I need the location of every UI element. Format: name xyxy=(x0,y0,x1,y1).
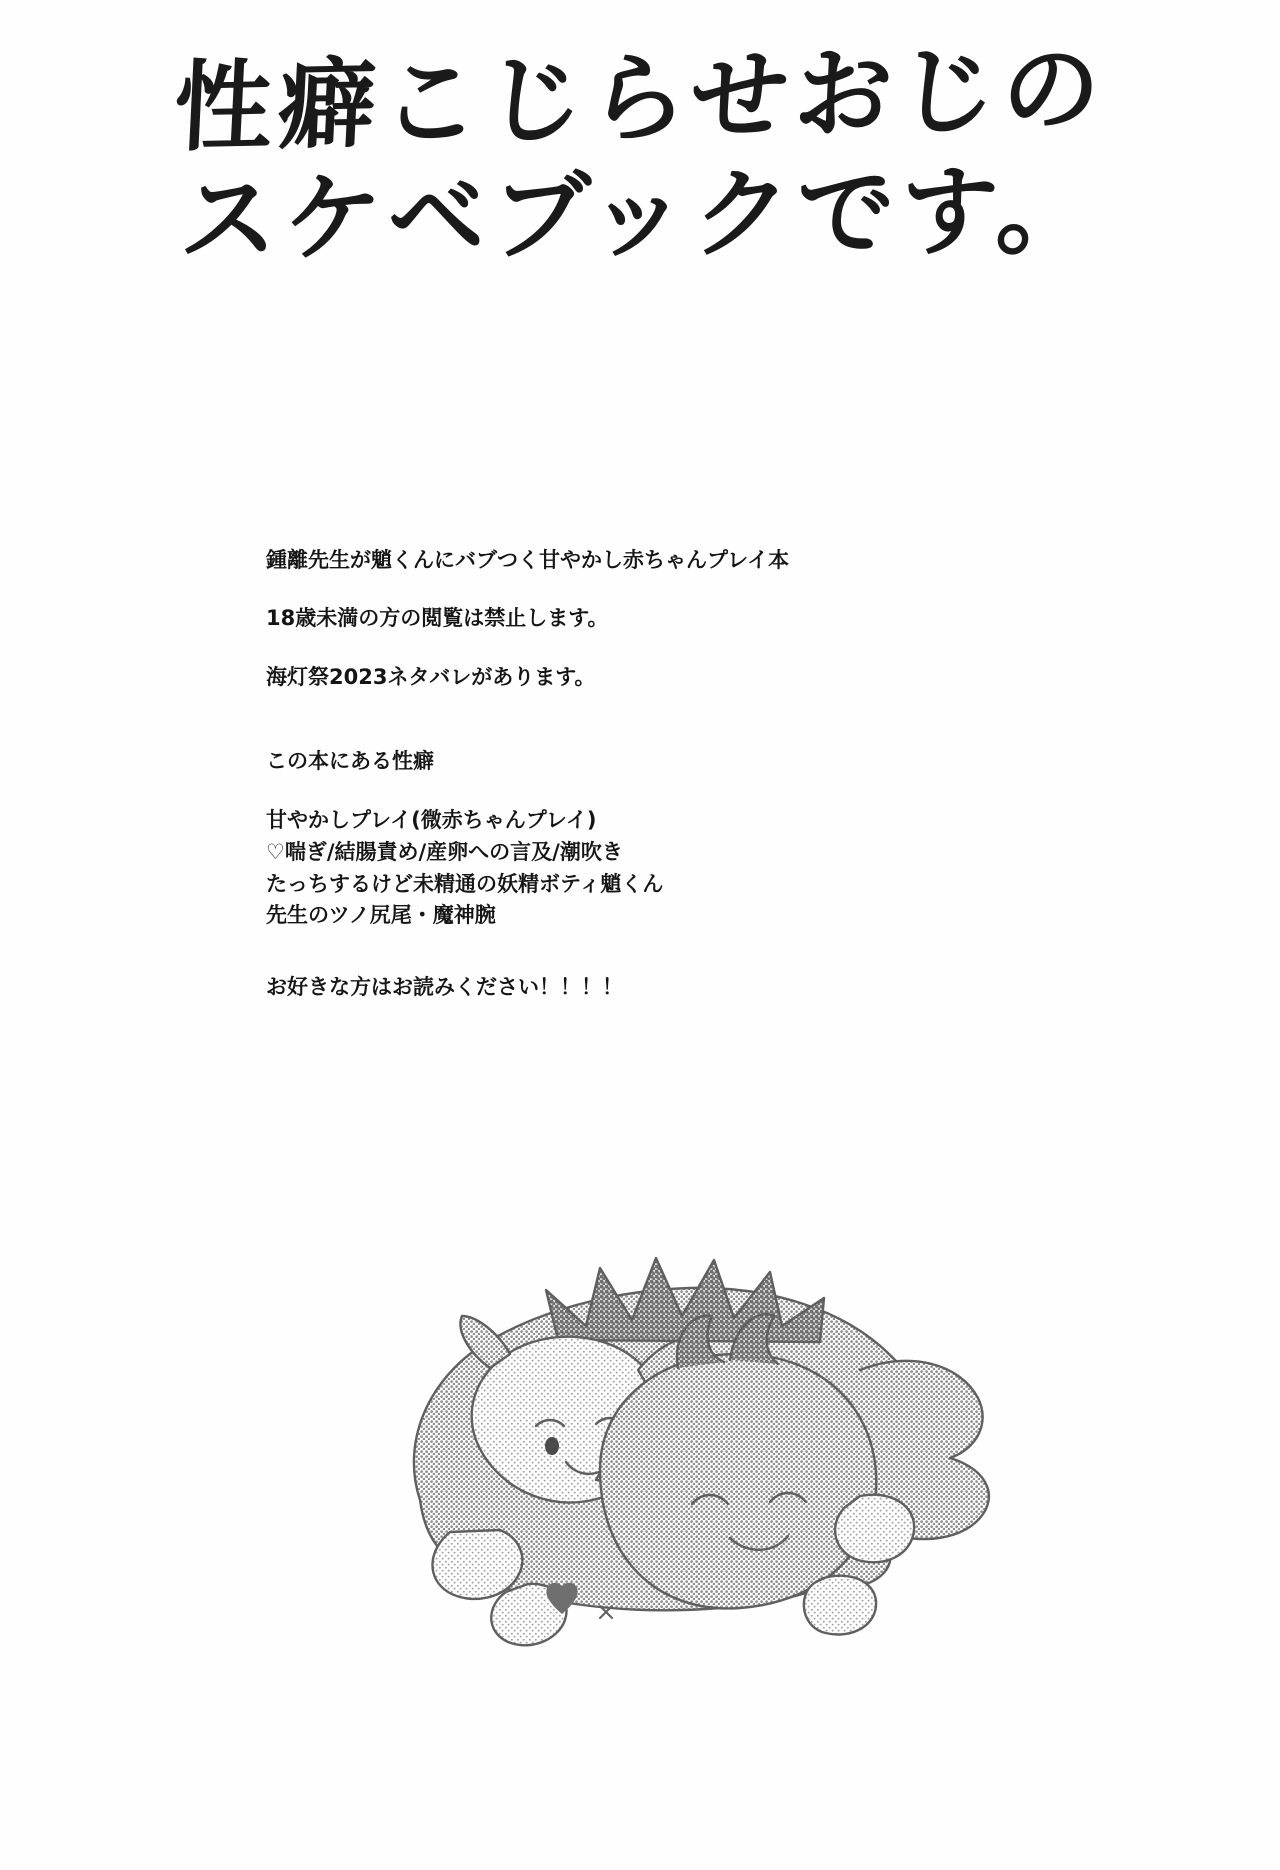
spacer xyxy=(266,720,1086,746)
summary-line: 鍾離先生が魈くんにバブつく甘やかし赤ちゃんプレイ本 xyxy=(266,548,790,572)
title-line-2: スケベブックです。 xyxy=(177,154,1103,278)
spoiler-warning-line: 海灯祭2023ネタバレがあります。 xyxy=(266,664,596,689)
age-warning-line: 18歳未満の方の閲覧は禁止します。 xyxy=(266,606,609,631)
spacer xyxy=(266,932,1086,972)
contents-item: 先生のツノ尻尾・魔神腕 xyxy=(266,903,496,928)
two-chibi-characters-sleeping-illustration xyxy=(300,1140,1000,1670)
info-block xyxy=(266,545,1086,1009)
contents-item: ♡喘ぎ/結腸責め/産卵への言及/潮吹き xyxy=(266,839,623,864)
contents-item: たっちするけど未精通の妖精ボティ魈くん xyxy=(266,871,664,896)
contents-heading: この本にある性癖 xyxy=(266,749,434,774)
closing-line: お好きな方はお読みください！！！！ xyxy=(266,975,623,1000)
page-title xyxy=(0,32,1280,278)
title-line-1: 性癖こじらせおじの xyxy=(171,32,1109,166)
contents-item: 甘やかしプレイ(微赤ちゃんプレイ) xyxy=(266,807,597,832)
